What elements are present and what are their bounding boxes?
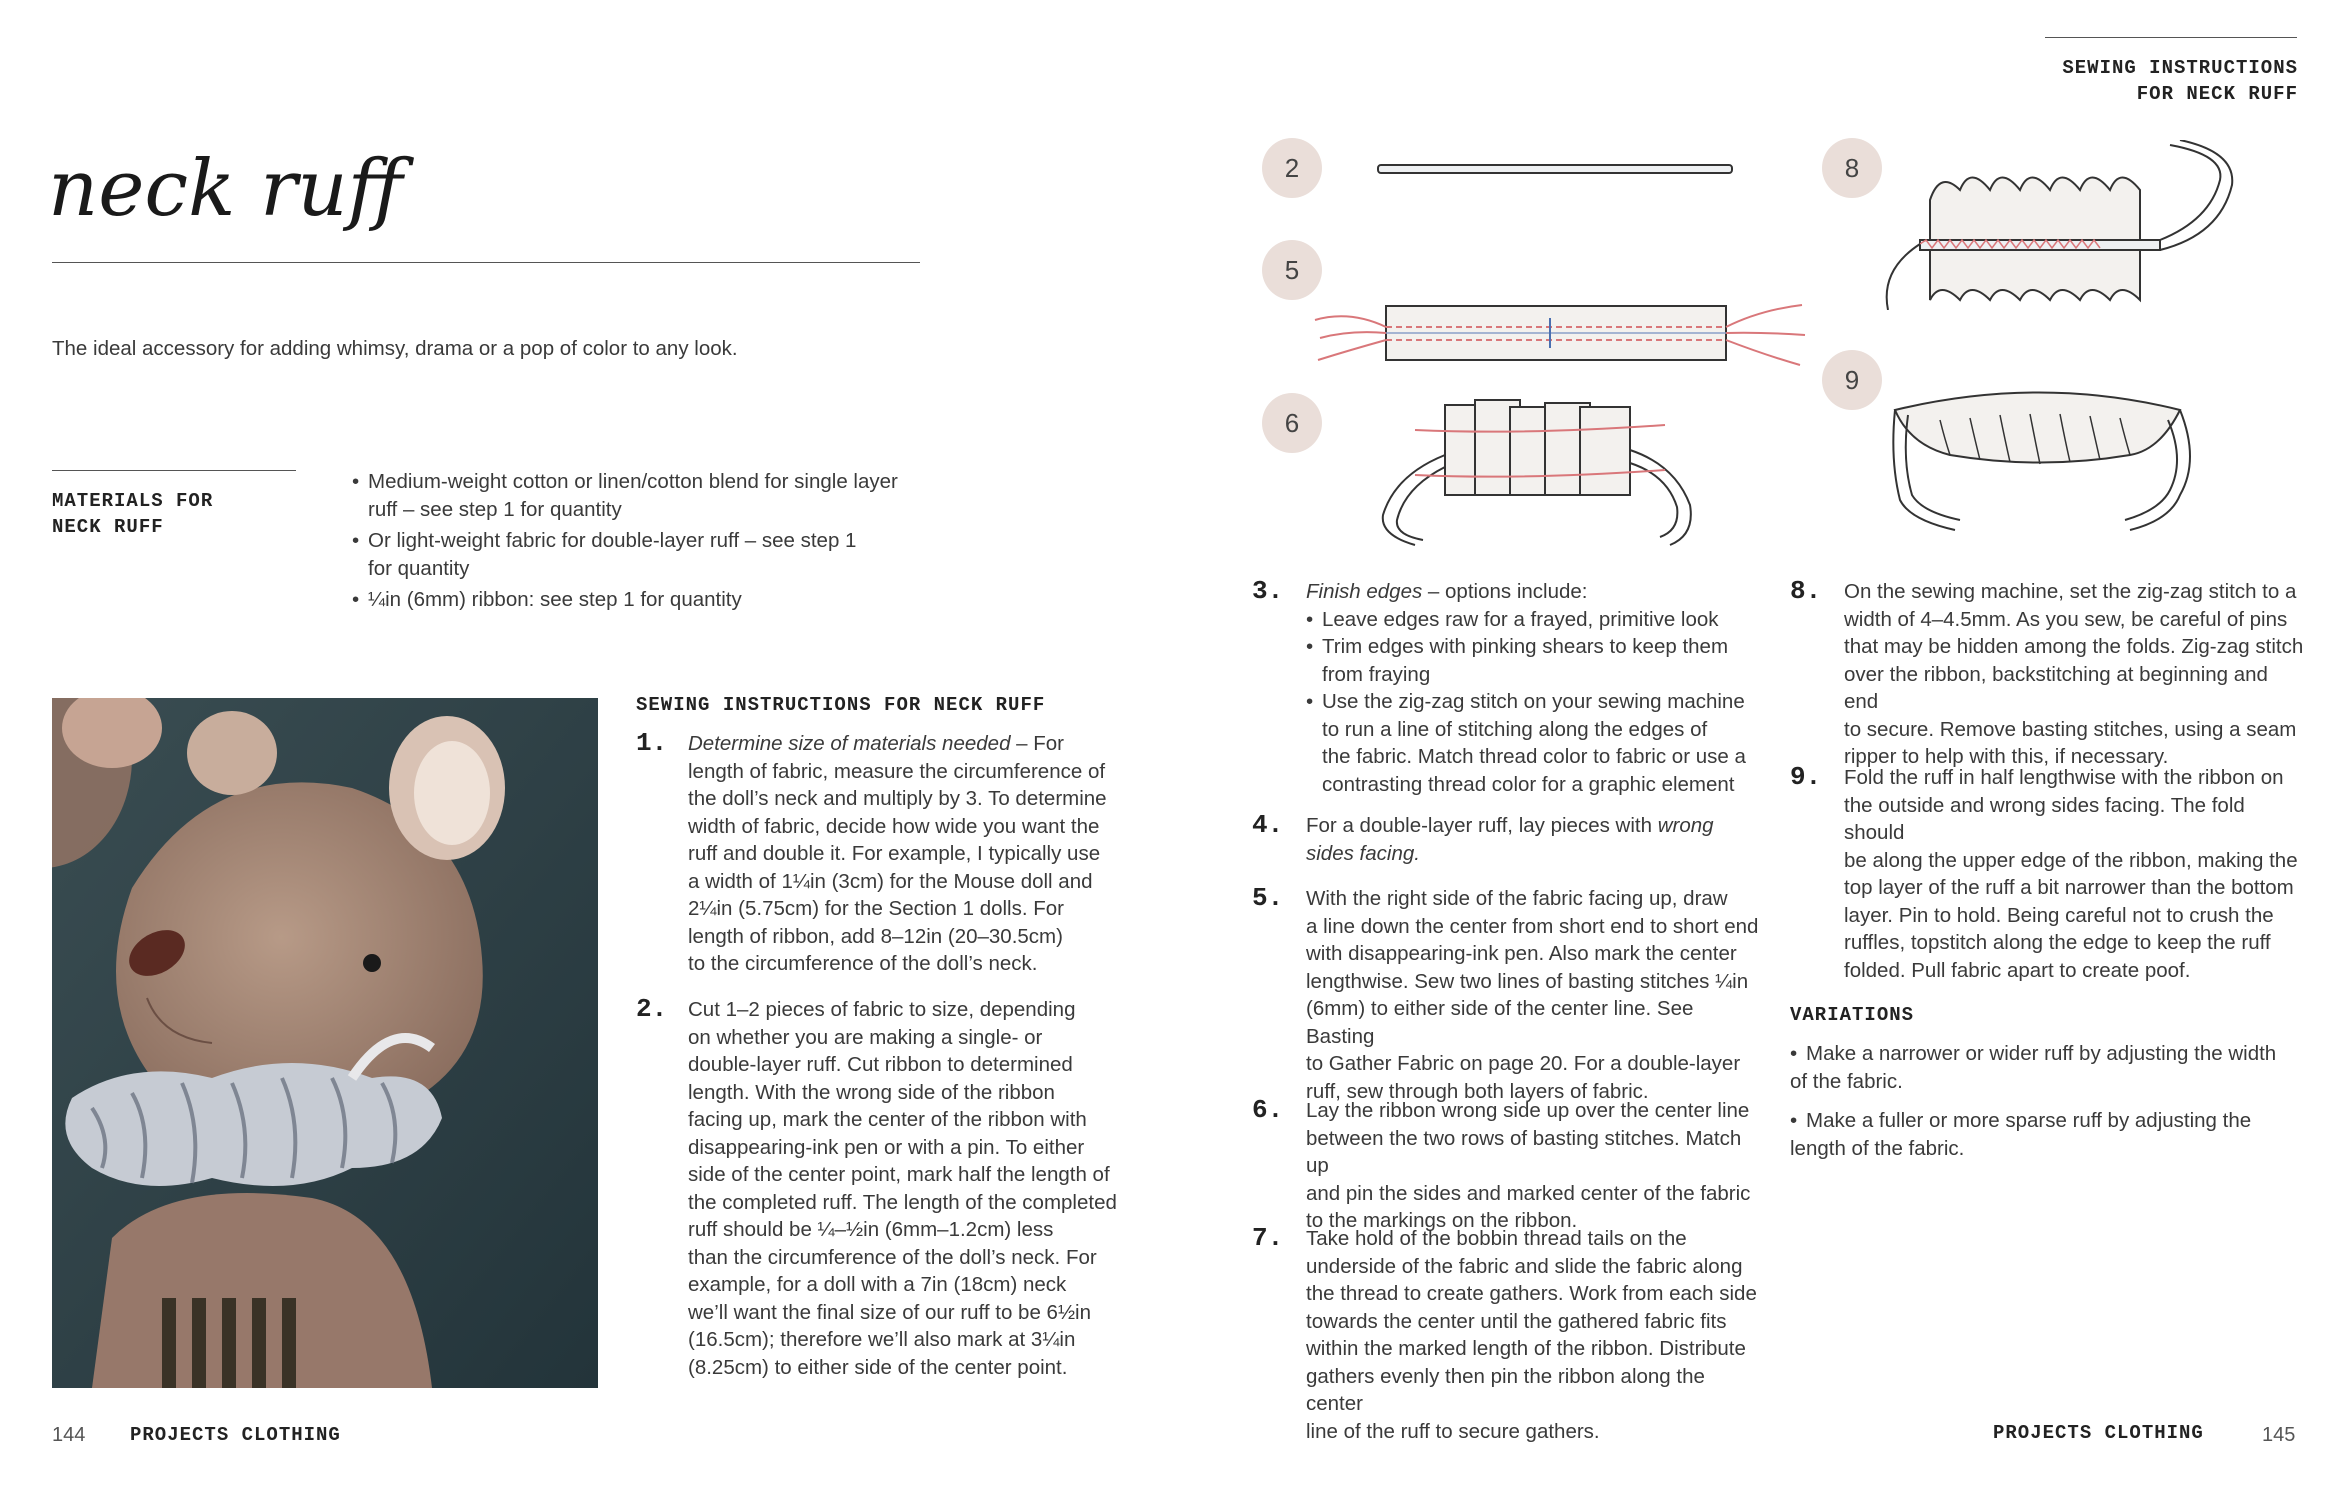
materials-item: • Medium-weight cotton or linen/cotton blend for single layer ruff – see step 1 for quantity: [352, 468, 912, 524]
step-5: 5. With the right side of the fabric facing up, draw a line down the center from short end to short end with disappearing-ink pen. Also mark the center lengthwise. Sew two lines of basting stitches ¼in (6mm) to either side of the center line. See Basting to Gather Fabric on page 20. For a double-layer ruff, sew through both layers of fabric.: [1252, 885, 1752, 1085]
diagram-label-9: 9: [1822, 350, 1882, 410]
title-rule: [52, 262, 920, 263]
footer-left: PROJECTS CLOTHING: [130, 1424, 341, 1446]
intro-text: The ideal accessory for adding whimsy, drama or a pop of color to any look.: [52, 337, 738, 360]
diagram-label-2: 2: [1262, 138, 1322, 198]
diagram-label-5: 5: [1262, 240, 1322, 300]
variations-list: [1790, 1040, 2290, 1162]
page-number-left: 144: [52, 1424, 86, 1446]
materials-heading: MATERIALS FOR NECK RUFF: [52, 490, 214, 538]
step-1-text: Determine size of materials needed – For length of fabric, measure the circumference of the doll’s neck and multiply by 3. To determine width of fabric, decide how wide you want the ruff and double it. For example, I typically use a width of 1¼in (3cm) for the Mouse doll and 2¼in (5.75cm) for the Section 1 dolls. For length of ribbon, add 8–12in (20–30.5cm) to the circumference of the doll’s neck.: [688, 732, 1107, 975]
step-3-text: Finish edges – options include: • Leave edges raw for a frayed, primitive look • Trim edges with pinking shears to keep them from fraying • Use the zig-zag stitch on your sewing machine to run a line of stitching along the edges of the fabric. Match thread color to fabric or use a contrasting thread color for a graphic element: [1306, 578, 1756, 798]
step-4-text: For a double-layer ruff, lay pieces with wrong sides facing.: [1306, 814, 1714, 865]
step-2-text: Cut 1–2 pieces of fabric to size, depending on whether you are making a single- or double-layer ruff. Cut ribbon to determined length. With the wrong side of the ribbon facing up, mark the center of the ribbon with disappearing-ink pen or with a pin. To either side of the center point, mark half the length of the completed ruff. The length of the completed ruff should be ¼–½in (6mm–1.2cm) less than the circumference of the doll’s neck. For example, for a doll with a 7in (18cm) neck we’ll want the final size of our ruff to be 6½in (16.5cm); therefore we’ll also mark at 3¼in (8.25cm) to either side of the center point.: [688, 998, 1117, 1379]
header-rule: [2045, 37, 2297, 38]
variations-item: • Make a narrower or wider ruff by adjusting the width of the fabric.: [1790, 1040, 2290, 1095]
running-header: SEWING INSTRUCTIONS FOR NECK RUFF: [2062, 57, 2298, 105]
materials-list: [352, 468, 912, 614]
step-6: 6. Lay the ribbon wrong side up over the center line between the two rows of basting stitches. Match up and pin the sides and marked center of the fabric to the markings on the ribbon.: [1252, 1097, 1752, 1217]
step-5-text: With the right side of the fabric facing up, draw a line down the center from short end to short end with disappearing-ink pen. Also mark the center lengthwise. Sew two lines of basting stitches ¼in (6mm) to either side of the center line. See Basting to Gather Fabric on page 20. For a double-layer ruff, sew through both layers of fabric.: [1306, 887, 1759, 1103]
instructions-heading: SEWING INSTRUCTIONS FOR NECK RUFF: [636, 694, 1046, 716]
footer-right: PROJECTS CLOTHING: [1993, 1422, 2204, 1444]
diagram-step-2: [1370, 155, 1740, 185]
materials-item: • ¼in (6mm) ribbon: see step 1 for quantity: [352, 586, 912, 614]
variations-heading: VARIATIONS: [1790, 1004, 1915, 1026]
step-7-text: Take hold of the bobbin thread tails on the underside of the fabric and slide the fabric along the thread to create gathers. Work from each side towards the center until the gathered fabric fits within the marked length of the ribbon. Distribute gathers evenly then pin the ribbon along the center line of the ruff to secure gathers.: [1306, 1227, 1757, 1443]
step-1: 1. Determine size of materials needed – For length of fabric, measure the circumference of the doll’s neck and multiply by 3. To determine width of fabric, decide how wide you want the ruff and double it. For example, I typically use a width of 1¼in (3cm) for the Mouse doll and 2¼in (5.75cm) for the Section 1 dolls. For length of ribbon, add 8–12in (20–30.5cm) to the circumference of the doll’s neck.: [636, 730, 1116, 1000]
step-7: 7. Take hold of the bobbin thread tails on the underside of the fabric and slide the fabric along the thread to create gathers. Work from each side towards the center until the gathered fabric fits within the marked length of the ribbon. Distribute gathers evenly then pin the ribbon along the center line of the ruff to secure gathers.: [1252, 1225, 1752, 1425]
diagram-step-8: [1880, 140, 2240, 310]
step-8-text: On the sewing machine, set the zig-zag stitch to a width of 4–4.5mm. As you sew, be careful of pins that may be hidden among the folds. Zig-zag stitch over the ribbon, backstitching at beginning and end to secure. Remove basting stitches, using a seam ripper to help with this, if necessary.: [1844, 580, 2304, 768]
materials-item: • Or light-weight fabric for double-layer ruff – see step 1 for quantity: [352, 527, 912, 583]
mouse-doll-photo: [52, 698, 598, 1388]
page-title-script: [48, 145, 428, 265]
step-6-text: Lay the ribbon wrong side up over the center line between the two rows of basting stitches. Match up and pin the sides and marked center of the fabric to the markings on the ribbon.: [1306, 1099, 1751, 1232]
diagram-step-9: [1880, 380, 2210, 540]
materials-rule: [52, 470, 296, 471]
variations-item: • Make a fuller or more sparse ruff by adjusting the length of the fabric.: [1790, 1107, 2290, 1162]
diagram-label-6: 6: [1262, 393, 1322, 453]
diagram-label-8: 8: [1822, 138, 1882, 198]
step-2: 2. Cut 1–2 pieces of fabric to size, depending on whether you are making a single- or double-layer ruff. Cut ribbon to determined length. With the wrong side of the ribbon facing up, mark the center of the ribbon with disappearing-ink pen or with a pin. To either side of the center point, mark half the length of the completed ruff. The length of the completed ruff should be ¼–½in (6mm–1.2cm) less than the circumference of the doll’s neck. For example, for a doll with a 7in (18cm) neck we’ll want the final size of our ruff to be 6½in (16.5cm); therefore we’ll also mark at 3¼in (8.25cm) to either side of the center point.: [636, 996, 1116, 1386]
step-4: 4. For a double-layer ruff, lay pieces with wrong sides facing.: [1252, 812, 1752, 872]
page-number-right: 145: [2262, 1424, 2296, 1446]
step-9: 9. Fold the ruff in half lengthwise with the ribbon on the outside and wrong sides facing. The fold should be along the upper edge of the ribbon, making the top layer of the ruff a bit narrower than the bottom layer. Pin to hold. Being careful not to crush the ruffles, topstitch along the edge to keep the ruff folded. Pull fabric apart to create poof.: [1790, 764, 2300, 964]
step-8: 8. On the sewing machine, set the zig-zag stitch to a width of 4–4.5mm. As you sew, be careful of pins that may be hidden among the folds. Zig-zag stitch over the ribbon, backstitching at beginning and end to secure. Remove basting stitches, using a seam ripper to help with this, if necessary.: [1790, 578, 2300, 748]
diagram-step-6: [1375, 395, 1705, 550]
step-9-text: Fold the ruff in half lengthwise with the ribbon on the outside and wrong sides facing. The fold should be along the upper edge of the ribbon, making the top layer of the ruff a bit narrower than the bottom layer. Pin to hold. Being careful not to crush the ruffles, topstitch along the edge to keep the ruff folded. Pull fabric apart to create poof.: [1844, 766, 2298, 982]
diagram-step-5: [1310, 290, 1810, 380]
page-title: neck ruff: [48, 145, 403, 234]
step-3: 3. Finish edges – options include: • Leave edges raw for a frayed, primitive look • Trim edges with pinking shears to keep them from fraying • Use the zig-zag stitch on your sewing machine to run a line of stitching along the edges of the fabric. Match thread color to fabric or use a contrasting thread color for a graphic element: [1252, 578, 1752, 818]
